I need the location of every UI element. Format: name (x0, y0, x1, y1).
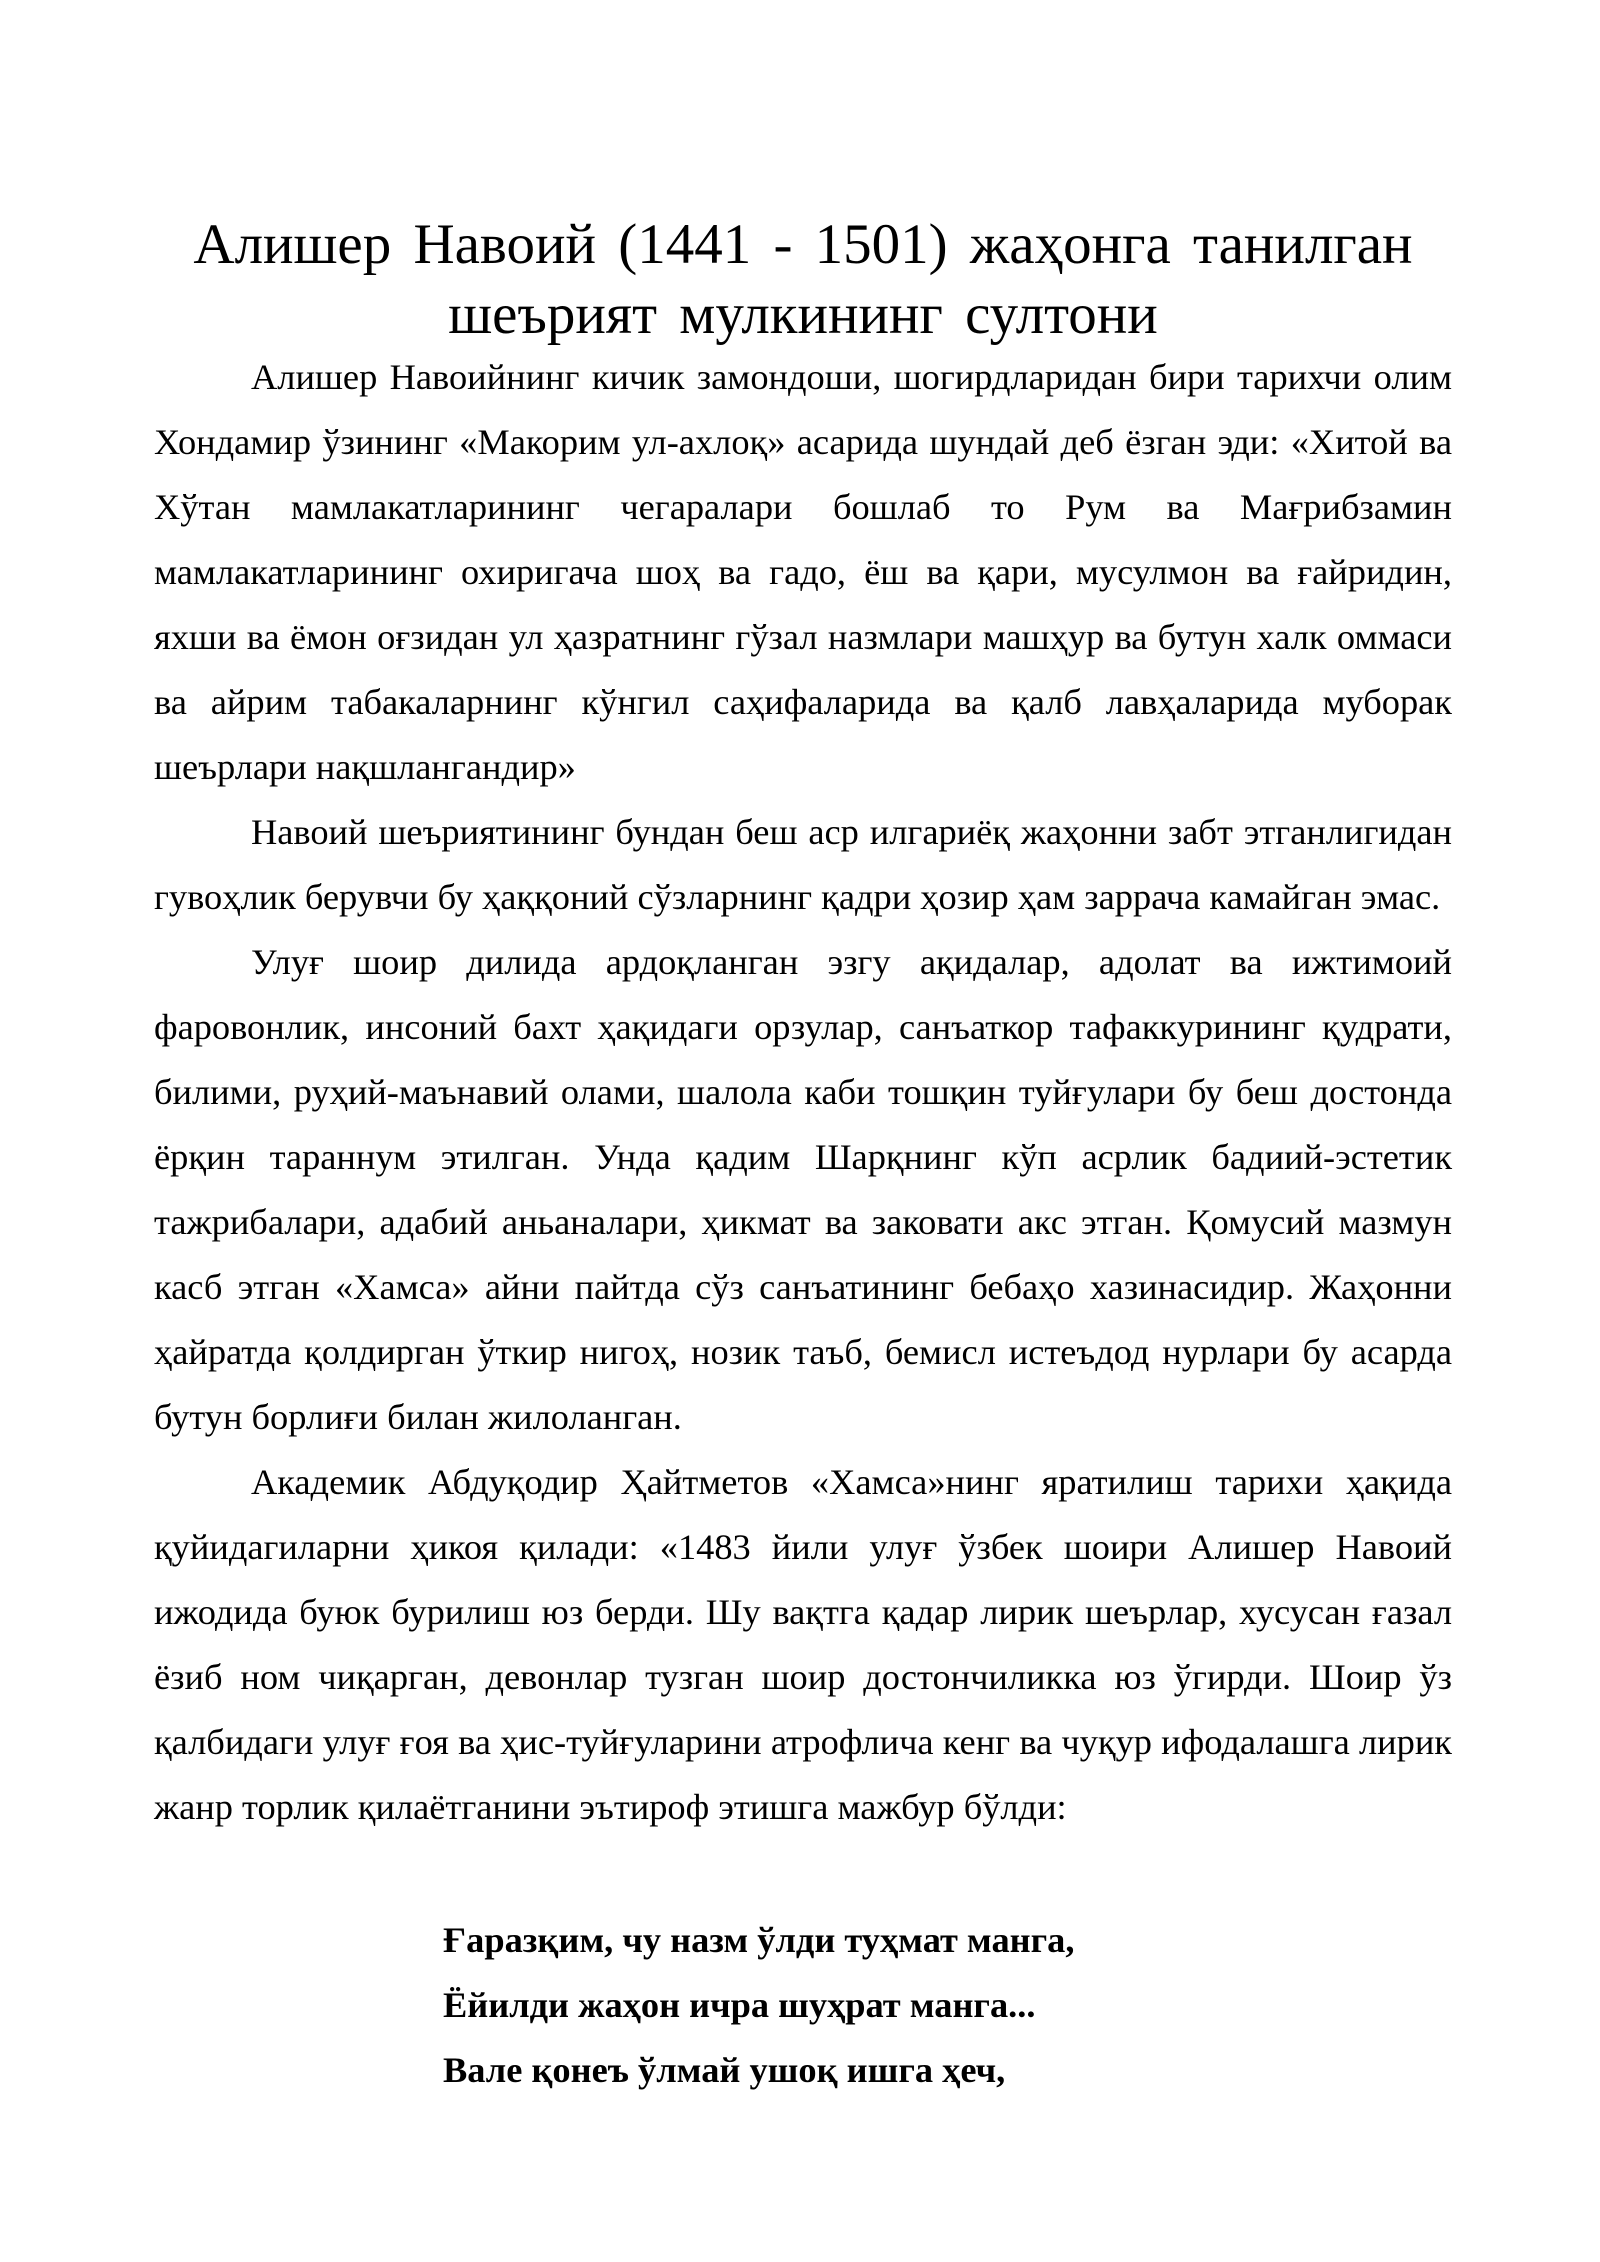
body-text (154, 345, 1452, 1840)
title-line-2: шеърият мулкининг султони (448, 283, 1158, 346)
verse-line-3: Вале қонеъ ўлмай ушоқ ишга ҳеч, (443, 2050, 1006, 2090)
verse-line-2: Ёйилди жаҳон ичра шуҳрат манга... (443, 1985, 1036, 2025)
paragraph-2: Навоий шеъриятининг бундан беш аср илгариёқ жаҳонни забт этганлигидан гувоҳлик берувчи бу ҳаққоний сўзларнинг қадри ҳозир ҳам заррача камайган эмас. (154, 812, 1452, 917)
title-line-1: Алишер Навоий (1441 - 1501) жаҳонга танилган (193, 213, 1413, 276)
verse-block (443, 1908, 1443, 2103)
paragraph-1: Алишер Навоийнинг кичик замондоши, шогирдларидан бири тарихчи олим Хондамир ўзининг «Макорим ул-ахлоқ» асарида шундай деб ёзган эди: «Хитой ва Хўтан мамлакатларининг чегаралари бошлаб то Рум ва Мағрибзамин мамлакатларининг охиригача шоҳ ва гадо, ёш ва қари, мусулмон ва ғайридин, яхши ва ёмон оғзидан ул ҳазратнинг гўзал назмлари машҳур ва бутун халк оммаси ва айрим табакаларнинг кўнгил саҳифаларида ва қалб лавҳаларида муборак шеърлари нақшлангандир» (154, 357, 1452, 787)
paragraph-3: Улуғ шоир дилида ардоқланган эзгу ақидалар, адолат ва ижтимоий фаровонлик, инсоний бахт ҳақидаги орзулар, санъаткор тафаккурининг қудрати, билими, руҳий-маънавий олами, шалола каби тошқин туйғулари бу беш достонда ёрқин тараннум этилган. Унда қадим Шарқнинг кўп асрлик бадиий-эстетик тажрибалари, адабий аньаналари, ҳикмат ва заковати акс этган. Қомусий мазмун касб этган «Хамса» айни пайтда сўз санъатининг бебаҳо хазинасидир. Жаҳонни ҳайратда қолдирган ўткир нигоҳ, нозик таъб, бемисл истеъдод нурлари бу асарда бутун борлиғи билан жилоланган. (154, 942, 1452, 1437)
verse-line-1: Ғаразқим, чу назм ўлди туҳмат манга, (443, 1920, 1075, 1960)
paragraph-4: Академик Абдуқодир Ҳайтметов «Хамса»нинг яратилиш тарихи ҳақида қуйидагиларни ҳикоя қилади: «1483 йили улуғ ўзбек шоири Алишер Навоий ижодида буюк бурилиш юз берди. Шу вақтга қадар лирик шеърлар, хусусан ғазал ёзиб ном чиқарган, девонлар тузган шоир достончиликка юз ўгирди. Шоир ўз қалбидаги улуғ ғоя ва ҳис-туйғуларини атрофлича кенг ва чуқур ифодалашга лирик жанр торлик қилаётганини эътироф этишга мажбур бўлди: (154, 1462, 1452, 1827)
page-title (154, 210, 1452, 350)
